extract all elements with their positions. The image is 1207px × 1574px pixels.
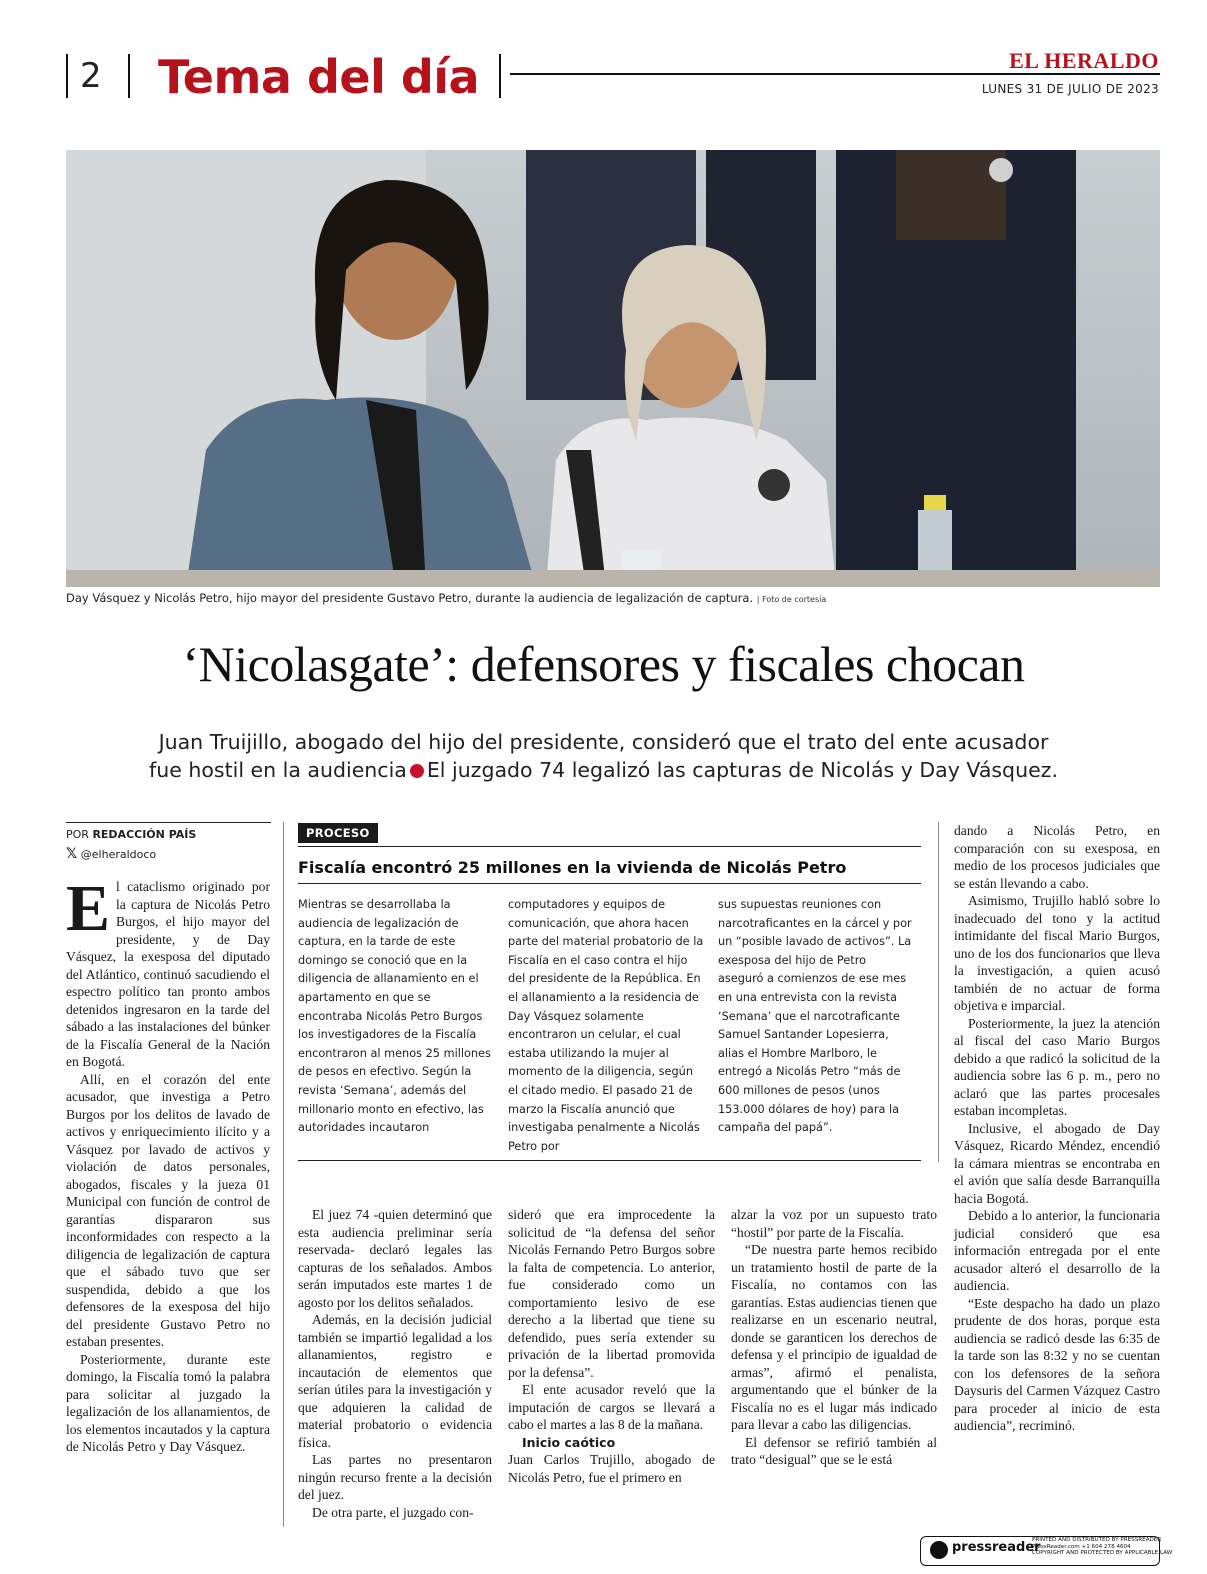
sidebar-column-3: sus supuestas reuniones con narcotraficantes en la cárcel y por un “posible lavado de activos”. La exesposa del hijo de Petro aseguró a comienzos de ese mes en una entrevista con la revista ‘Semana’ que el narcotraficante Samuel Santander Lopesierra, alias el Hombre Marlboro, le entregó a Nicolás Petro “más de 600 millones de pesos (unos 153.000 dólares de hoy) para la campaña del papá”. [718, 898, 912, 1135]
main-photo [66, 150, 1160, 587]
fineprint-line: COPYRIGHT AND PROTECTED BY APPLICABLE LAW [1032, 1550, 1173, 1556]
issue-date: LUNES 31 DE JULIO DE 2023 [981, 82, 1159, 96]
headline: ‘Nicolasgate’: defensores y fiscales chocan [182, 636, 1025, 692]
sidebar-rule [298, 846, 921, 847]
photo-caption [66, 591, 826, 605]
column-rule [283, 822, 284, 1527]
col5-paragraph: Inclusive, el abogado de Day Vásquez, Ricardo Méndez, encendió la cámara mientras se encontraba en el avión que salía desde Barranquilla hacia Bogotá. [954, 1120, 1160, 1206]
col2-paragraph: Además, en la decisión judicial también se impartió legalidad a los allanamientos, registro e incautación de elementos que serían útiles para la investigación y que adquieren la calidad de material probatorio o evidencia física. [298, 1312, 492, 1450]
col3-paragraph: sideró que era improcedente la solicitud de “la defensa del señor Nicolás Fernando Petro Burgos sobre la falta de competencia. Lo anterior, fue considerado como un comportamiento lesivo de ese derecho a la libertad que tiene su defendido, pues sería extender su privación de la libertad promovida por la defensa”. [508, 1207, 715, 1380]
article-column-5 [954, 822, 1160, 1435]
caption-text: Day Vásquez y Nicolás Petro, hijo mayor del presidente Gustavo Petro, durante la audiencia de legalización de captura. [66, 591, 754, 605]
col5-paragraph: dando a Nicolás Petro, en comparación con su exesposa, en medio de los procesos judiciales que se están llevando a cabo. [954, 823, 1160, 891]
col5-paragraph: Asimismo, Trujillo habló sobre lo inadecuado del tono y la actitud intimidante del fiscal Mario Burgos, uno de los dos funcionarios que lleva la investigación, a quien acusó también de no actuar de forma objetiva e imparcial. [954, 893, 1160, 1013]
newspaper-logo: EL HERALDO [1009, 48, 1159, 73]
article-column-4 [731, 1206, 937, 1469]
fineprint-line: PRINTED AND DISTRIBUTED BY PRESSREADER [1032, 1537, 1162, 1543]
header-divider [66, 54, 68, 98]
column-rule [938, 822, 939, 1162]
deck-line-1: Juan Truijillo, abogado del hijo del presidente, consideró que el trato del ente acusador [158, 730, 1049, 754]
byline-rule [66, 822, 271, 823]
deck-text-a: fue hostil en la audiencia [149, 758, 407, 782]
byline-name: REDACCIÓN PAÍS [92, 828, 197, 841]
col3-paragraph: El ente acusador reveló que la imputación de cargos se llevará a cabo el martes a las 8 de la mañana. [508, 1382, 715, 1432]
col4-paragraph: El defensor se refirió también al trato “desigual” que se le está [731, 1434, 937, 1467]
col4-paragraph: “De nuestra parte hemos recibido un tratamiento hostil de parte de la Fiscalía, no contamos con las garantías. Estas audiencias tienen que realizarse en un escenario neutral, donde se garanticen los derechos de defensa y el principio de igualdad de armas”, afirmó el penalista, argumentando que el búnker de la Fiscalía no es el lugar más indicado para llevar a cabo las diligencias. [731, 1242, 937, 1432]
article-column-1 [66, 872, 270, 1456]
photo-credit: | Foto de cortesía [756, 595, 827, 604]
social-handle[interactable] [66, 846, 156, 862]
deck-line-2 [0, 758, 1207, 782]
subhead: Inicio caótico [522, 1434, 616, 1450]
col5-paragraph: Debido a lo anterior, la funcionaria judicial consideró que esa información entregada por el ente acusador alteró el desarrollo de la audiencia. [954, 1208, 1160, 1293]
x-logo-icon: 𝕏 [66, 846, 78, 862]
col1-paragraph: Posteriormente, durante este domingo, la Fiscalía tomó la palabra para solicitar al juzgado la legalización de los allanamientos, de los elementos incautados y la captura de Nicolás Petro y Day Vásquez. [66, 1351, 270, 1454]
drop-cap: E [66, 872, 111, 945]
header-divider [499, 54, 501, 98]
sidebar-rule [298, 883, 921, 884]
fineprint-line: PressReader.com +1 604 278 4604 [1032, 1543, 1131, 1550]
col1-paragraph: l cataclismo originado por la captura de Nicolás Petro Burgos, el hijo mayor del presidente, y de Day Vásquez, la exesposa del diputado del Atlántico, continuó sacudiendo el espectro político tan pronto ambos detenidos ingresaron en la tarde del sábado a las instalaciones del búnker de la Fiscalía General de la Nación en Bogotá. [66, 879, 270, 1069]
pressreader-logo-icon [930, 1541, 948, 1559]
sidebar-rule [298, 1160, 921, 1161]
sidebar-column-2: computadores y equipos de comunicación, que ahora hacen parte del material probatorio de la Fiscalía en el caso contra el hijo del presidente de la República. En el allanamiento a la residencia de Day Vásquez solamente encontraron un celular, el cual estaba utilizando la mujer al momento de la diligencia, según el citado medio. El pasado 21 de marzo la Fiscalía anunció que investigaba penalmente a Nicolás Petro por [508, 898, 704, 1153]
col1-paragraph: Allí, en el corazón del ente acusador, que investiga a Petro Burgos por los delitos de lavado de activos y enriquecimiento ilícito y a Vásquez por lavado de activos y violación de datos personales, abogados, fiscales y la jueza 01 Municipal con función de control de garantías dispararon sus inconformidades con respecto a la diligencia de legalización de captura que el sábado tuvo que ser suspendida, debido a que los defensores de la exesposa del hijo del presidente Gustavo Petro no estaban presentes. [66, 1071, 270, 1349]
sidebar-column-1: Mientras se desarrollaba la audiencia de legalización de captura, en la tarde de este domingo se conoció que en la diligencia de allanamiento en el apartamento en que se encontraba Nicolás Petro Burgos los investigadores de la Fiscalía encontraron al menos 25 millones de pesos en efectivo. Según la revista ‘Semana’, además del millonario monto en efectivo, las autoridades incautaron [298, 898, 491, 1135]
byline-prefix: POR [66, 828, 89, 841]
section-title: Tema del día [158, 50, 480, 104]
col2-paragraph: Las partes no presentaron ningún recurso frente a la decisión del juez. [298, 1452, 492, 1502]
article-column-3 [508, 1206, 715, 1486]
sidebar-tag: PROCESO [298, 823, 378, 843]
byline [66, 828, 196, 841]
header-divider [128, 54, 130, 98]
col2-paragraph: El juez 74 -quien determinó que esta audiencia preliminar sería reservada- declaró legales las capturas de los señalados. Ambos serán imputados este martes 1 de agosto por los delitos señalados. [298, 1207, 492, 1310]
col5-paragraph: Posteriormente, la juez la atención al fiscal del caso Mario Burgos debido a que radicó la solicitud de la audiencia sobre las 6 p. m., pero no aclaró que las partes procesales estaban incompletas. [954, 1015, 1160, 1118]
col4-paragraph: alzar la voz por un supuesto trato “hostil” por parte de la Fiscalía. [731, 1207, 937, 1240]
page-number: 2 [80, 56, 102, 96]
bullet-dot [410, 764, 424, 778]
col5-paragraph: “Este despacho ha dado un plazo prudente de dos horas, porque esta audiencia se radicó desde las 6:35 de la tarde son las 8:32 y no se cuentan con los defensores de la señora Daysuris del Carmen Vázquez Castro para proceder al inicio de esta audiencia”, recriminó. [954, 1295, 1160, 1433]
col3-paragraph: Juan Carlos Trujillo, abogado de Nicolás Petro, fue el primero en [508, 1452, 715, 1485]
deck-text-b: El juzgado 74 legalizó las capturas de Nicolás y Day Vásquez. [426, 758, 1058, 782]
pressreader-brand: pressreader [952, 1540, 1041, 1555]
article-column-2 [298, 1206, 492, 1521]
pressreader-fineprint [1032, 1537, 1172, 1557]
handle-text: @elheraldoco [80, 848, 157, 861]
sidebar-title: Fiscalía encontró 25 millones en la vivienda de Nicolás Petro [298, 858, 847, 877]
col2-paragraph: De otra parte, el juzgado con- [312, 1504, 474, 1520]
photo-illustration [66, 150, 1160, 587]
